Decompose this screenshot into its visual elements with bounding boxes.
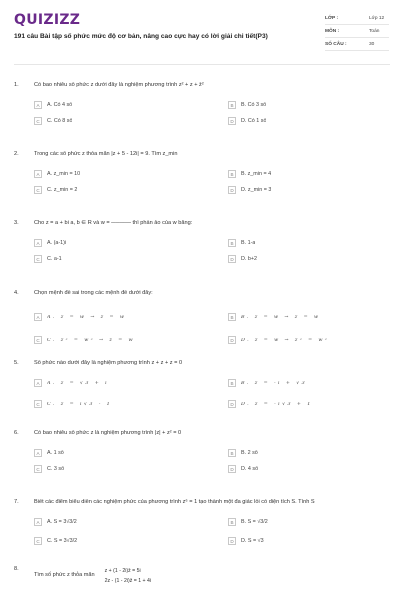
option-letter-box: A xyxy=(34,170,42,178)
option-letter-box: D xyxy=(228,186,236,194)
option-text: C. z_min = 2 xyxy=(47,187,78,193)
question-1 xyxy=(14,80,390,126)
option-text: D. b+2 xyxy=(241,256,258,262)
option-b[interactable] xyxy=(228,312,400,322)
option-letter-box: B xyxy=(228,101,236,109)
option-a[interactable] xyxy=(34,100,216,110)
option-text: A. S = 3√3/2 xyxy=(47,519,77,525)
option-a[interactable] xyxy=(34,448,216,458)
option-letter-box: D xyxy=(228,465,236,473)
option-d[interactable] xyxy=(228,335,400,345)
option-text: B. z_min = 4 xyxy=(241,171,272,177)
option-a[interactable] xyxy=(34,517,216,527)
question-text: Có bao nhiêu số phức z là nghiệm phương trình |z| + z² = 0 xyxy=(34,430,182,436)
option-letter-box: A xyxy=(34,239,42,247)
option-letter-box: C xyxy=(34,336,42,344)
question-number: 7. xyxy=(14,499,19,505)
option-letter-box: C xyxy=(34,255,42,263)
meta-value: 30 xyxy=(369,41,375,47)
option-letter-box: B xyxy=(228,379,236,387)
equation-line: 2z - (1 - 2i)z̄ = 1 + 4i xyxy=(104,578,152,584)
option-text: B. S = √3/2 xyxy=(241,519,268,525)
meta-label: MÔN : xyxy=(325,28,340,34)
option-text: D. z = -i√3 + 1 xyxy=(241,401,313,407)
option-d[interactable] xyxy=(228,116,400,126)
question-text: Trong các số phức z thỏa mãn |z + 5 - 12i| = 9. Tìm z_min xyxy=(34,151,178,157)
option-text: A. Có 4 số xyxy=(47,102,73,108)
option-text: D. 4 số xyxy=(241,466,259,472)
option-letter-box: B xyxy=(228,313,236,321)
option-letter-box: B xyxy=(228,449,236,457)
question-4 xyxy=(14,288,390,345)
option-c[interactable] xyxy=(34,536,216,546)
option-a[interactable] xyxy=(34,312,216,322)
meta-value: Toán xyxy=(369,28,380,34)
option-d[interactable] xyxy=(228,185,400,195)
option-letter-box: D xyxy=(228,537,236,545)
option-b[interactable] xyxy=(228,378,400,388)
option-a[interactable] xyxy=(34,238,216,248)
option-text: A. z_min = 10 xyxy=(47,171,81,177)
question-8 xyxy=(14,566,390,588)
option-text: D. z = w → z² = w² xyxy=(241,337,330,343)
option-c[interactable] xyxy=(34,464,216,474)
equation-system xyxy=(105,566,151,586)
option-letter-box: C xyxy=(34,117,42,125)
option-c[interactable] xyxy=(34,116,216,126)
option-text: C. Có 8 số xyxy=(47,118,73,124)
meta-row-subject xyxy=(325,25,389,38)
option-a[interactable] xyxy=(34,169,216,179)
question-text: Có bao nhiêu số phức z dưới đây là nghiệm phương trình z² + z + z̄² xyxy=(34,82,204,88)
option-text: D. Có 1 số xyxy=(241,118,267,124)
option-letter-box: D xyxy=(228,400,236,408)
option-text: B. z = w → z = w xyxy=(241,314,321,320)
option-letter-box: D xyxy=(228,117,236,125)
option-c[interactable] xyxy=(34,335,216,345)
question-text: Biết các điểm biểu diễn các nghiệm phức của phương trình z⁶ = 1 tạo thành một đa giác lồi có diện tích S. Tính S xyxy=(34,499,315,505)
meta-value: Lớp 12 xyxy=(369,15,385,21)
option-text: B. 1-a xyxy=(241,240,256,246)
question-number: 2. xyxy=(14,151,19,157)
option-text: B. z = -i + √3 xyxy=(241,380,308,386)
option-text: C. z = i√3 - 1 xyxy=(47,401,113,407)
option-text: C. a-1 xyxy=(47,256,62,262)
option-text: A. z = √3 + i xyxy=(47,380,110,386)
option-text: B. 2 số xyxy=(241,450,258,456)
option-c[interactable] xyxy=(34,254,216,264)
option-letter-box: B xyxy=(228,518,236,526)
question-7 xyxy=(14,497,390,546)
meta-row-count xyxy=(325,38,389,51)
question-number: 5. xyxy=(14,360,19,366)
option-text: A. z = w → z = w xyxy=(47,314,127,320)
worksheet-title: 191 câu Bài tập số phức mức độ cơ bản, nâng cao cực hay có lời giải chi tiết(P3) xyxy=(14,33,268,40)
option-letter-box: A xyxy=(34,101,42,109)
option-letter-box: A xyxy=(34,518,42,526)
option-c[interactable] xyxy=(34,399,216,409)
option-letter-box: C xyxy=(34,186,42,194)
option-text: D. S = √3 xyxy=(241,538,264,544)
question-number: 3. xyxy=(14,220,19,226)
option-letter-box: D xyxy=(228,336,236,344)
option-letter-box: B xyxy=(228,170,236,178)
meta-label: SỐ CÂU : xyxy=(325,41,347,47)
option-b[interactable] xyxy=(228,517,400,527)
option-letter-box: C xyxy=(34,537,42,545)
header-divider xyxy=(14,64,390,65)
option-text: A. 1 số xyxy=(47,450,64,456)
question-number: 8. xyxy=(14,566,19,572)
question-6 xyxy=(14,428,390,474)
question-2 xyxy=(14,149,390,195)
question-text: Cho z = a + bi a, b ∈ R và w = ───── thì phần ảo của w bằng: xyxy=(34,220,193,226)
option-letter-box: C xyxy=(34,465,42,473)
option-letter-box: D xyxy=(228,255,236,263)
option-letter-box: A xyxy=(34,313,42,321)
option-b[interactable] xyxy=(228,100,400,110)
option-b[interactable] xyxy=(228,448,400,458)
option-d[interactable] xyxy=(228,254,400,264)
meta-row-class xyxy=(325,12,389,25)
option-b[interactable] xyxy=(228,238,400,248)
quizizz-logo: QUIZIZZ xyxy=(14,12,81,28)
option-d[interactable] xyxy=(228,399,400,409)
option-letter-box: A xyxy=(34,449,42,457)
option-letter-box: C xyxy=(34,400,42,408)
option-text: C. z² = w² → z = w xyxy=(47,337,136,343)
question-3 xyxy=(14,218,390,264)
option-text: D. z_min = 3 xyxy=(241,187,272,193)
equation-line: z + (1 - 2i)z̄ = 5i xyxy=(104,568,141,574)
meta-info-box xyxy=(325,12,389,51)
question-text: Chọn mệnh đề sai trong các mệnh đề dưới đây: xyxy=(34,290,153,296)
option-d[interactable] xyxy=(228,536,400,546)
question-5 xyxy=(14,358,390,409)
option-letter-box: A xyxy=(34,379,42,387)
option-c[interactable] xyxy=(34,185,216,195)
question-text: Tìm số phức z thỏa mãn xyxy=(34,572,95,578)
option-text: C. 3 số xyxy=(47,466,65,472)
option-text: B. Có 3 số xyxy=(241,102,267,108)
option-letter-box: B xyxy=(228,239,236,247)
question-number: 6. xyxy=(14,430,19,436)
question-number: 1. xyxy=(14,82,19,88)
question-text: Số phức nào dưới đây là nghiệm phương trình z + z + z = 0 xyxy=(34,360,183,366)
option-a[interactable] xyxy=(34,378,216,388)
option-b[interactable] xyxy=(228,169,400,179)
option-d[interactable] xyxy=(228,464,400,474)
question-number: 4. xyxy=(14,290,19,296)
option-text: C. S = 3√3/2 xyxy=(47,538,78,544)
option-text: A. (a-1)i xyxy=(47,240,67,246)
meta-label: LỚP : xyxy=(325,15,339,21)
